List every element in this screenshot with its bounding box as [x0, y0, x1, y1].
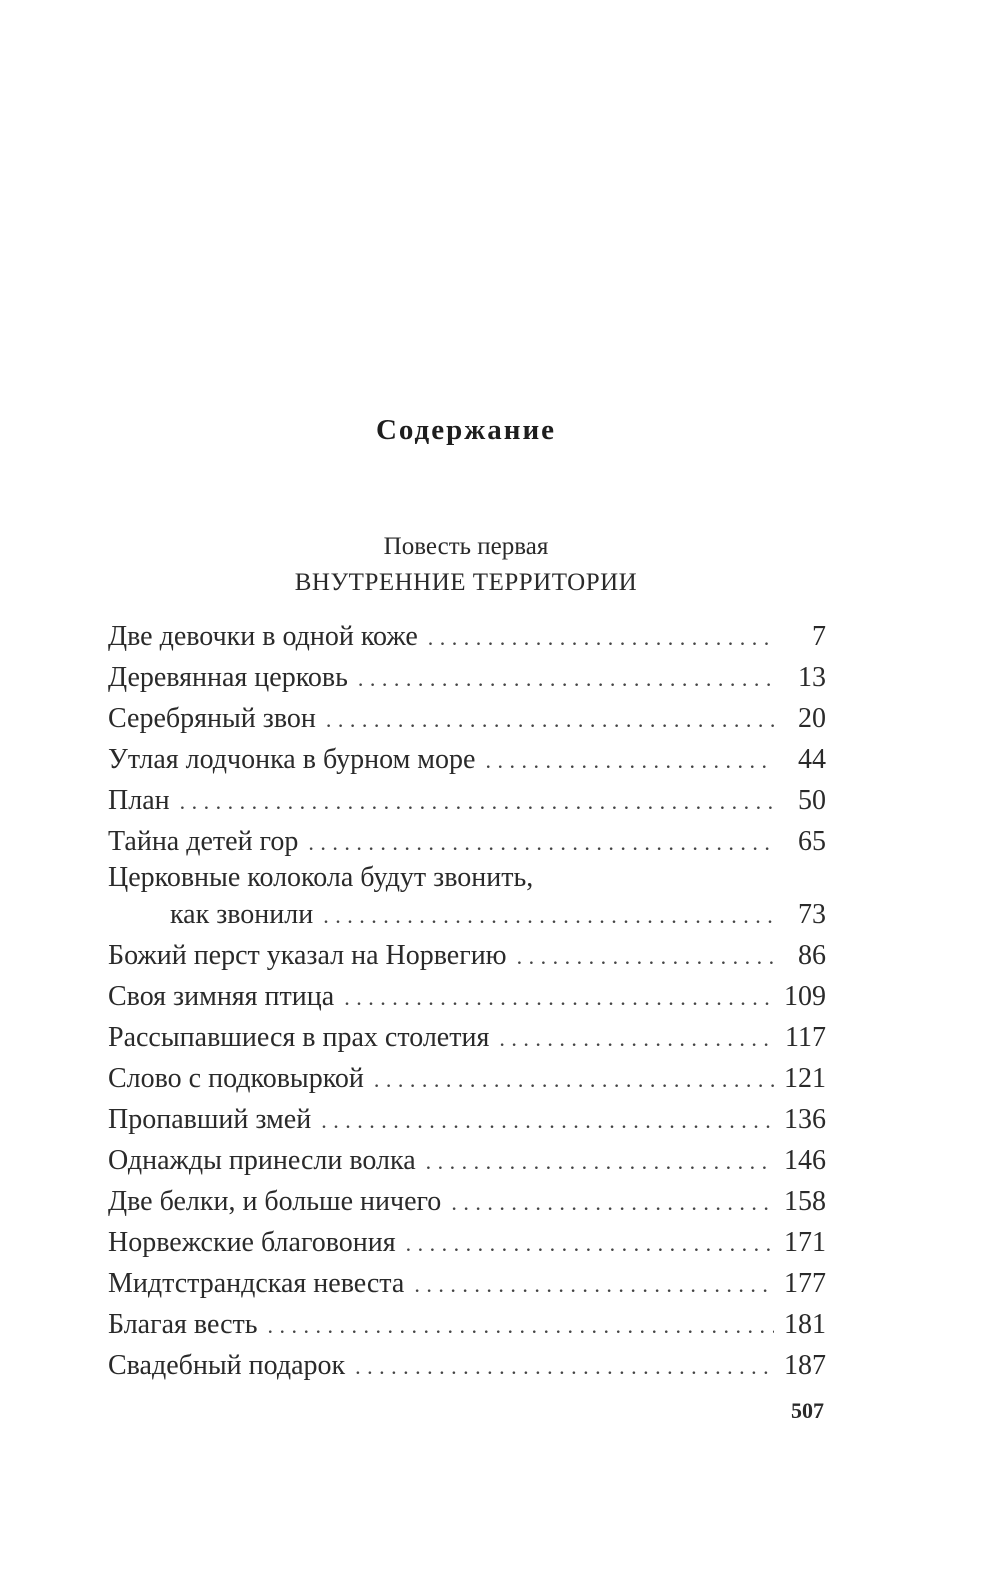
toc-entry[interactable]	[108, 1017, 826, 1058]
dot-leader	[323, 895, 774, 936]
entry-title: План	[108, 785, 170, 816]
entry-title: Серебряный звон	[108, 703, 316, 734]
entry-page: 117	[785, 1022, 826, 1053]
entry-page: 73	[798, 899, 826, 930]
entry-page: 13	[798, 662, 826, 693]
entry-page: 136	[784, 1104, 826, 1135]
entry-page: 158	[784, 1186, 826, 1217]
dot-leader	[355, 1346, 774, 1387]
entry-page: 50	[798, 785, 826, 816]
dot-leader	[344, 977, 774, 1018]
entry-title: Божий перст указал на Норвегию	[108, 940, 507, 971]
toc-entry[interactable]	[108, 821, 826, 862]
entry-page: 44	[798, 744, 826, 775]
part-subtitle: Повесть первая	[383, 533, 549, 560]
toc-entry[interactable]	[108, 1345, 826, 1386]
page-title: Содержание	[375, 414, 557, 446]
entry-title: Тайна детей гор	[108, 826, 299, 857]
toc-entry[interactable]	[108, 739, 826, 780]
toc-entry[interactable]	[108, 976, 826, 1017]
entry-page: 177	[784, 1268, 826, 1299]
toc-entry[interactable]	[108, 1304, 826, 1345]
part-title: ВНУТРЕННИЕ ТЕРРИТОРИИ	[294, 569, 638, 596]
entry-title: Утлая лодчонка в бурном море	[108, 744, 476, 775]
toc-entry[interactable]	[108, 1263, 826, 1304]
toc-entry[interactable]	[108, 1058, 826, 1099]
entry-title: Две девочки в одной коже	[108, 621, 418, 652]
toc-entry[interactable]	[108, 1099, 826, 1140]
entry-title: Две белки, и больше ничего	[108, 1186, 442, 1217]
toc-entry[interactable]	[108, 1140, 826, 1181]
toc-entry[interactable]	[108, 698, 826, 739]
entry-title: Однажды принесли волка	[108, 1145, 416, 1176]
toc-entry[interactable]	[108, 657, 826, 698]
dot-leader	[428, 617, 774, 658]
entry-page: 86	[798, 940, 826, 971]
entry-page: 121	[784, 1063, 826, 1094]
dot-leader	[406, 1223, 774, 1264]
dot-leader	[414, 1264, 774, 1305]
entry-page: 187	[784, 1350, 826, 1381]
toc-entry[interactable]	[108, 935, 826, 976]
table-of-contents	[108, 616, 826, 1386]
dot-leader	[426, 1141, 774, 1182]
entry-title: Слово с подковыркой	[108, 1063, 364, 1094]
entry-title-continuation: как звонили	[170, 899, 314, 930]
dot-leader	[485, 740, 774, 781]
entry-title: Благая весть	[108, 1309, 258, 1340]
entry-title: Рассыпавшиеся в прах столетия	[108, 1022, 490, 1053]
dot-leader	[326, 699, 774, 740]
dot-leader	[321, 1100, 774, 1141]
entry-page: 65	[798, 826, 826, 857]
entry-title: Деревянная церковь	[108, 662, 348, 693]
toc-entry[interactable]	[108, 862, 826, 935]
entry-page: 7	[812, 621, 826, 652]
dot-leader	[499, 1018, 774, 1059]
dot-leader	[308, 822, 774, 863]
entry-title: Пропавший змей	[108, 1104, 312, 1135]
dot-leader	[180, 781, 774, 822]
entry-title: Норвежские благовония	[108, 1227, 396, 1258]
toc-entry[interactable]	[108, 780, 826, 821]
toc-entry[interactable]	[108, 1222, 826, 1263]
dot-leader	[358, 658, 774, 699]
dot-leader	[517, 936, 774, 977]
entry-page: 109	[784, 981, 826, 1012]
entry-title: Своя зимняя птица	[108, 981, 335, 1012]
toc-entry[interactable]	[108, 1181, 826, 1222]
dot-leader	[268, 1305, 774, 1346]
entry-page: 181	[784, 1309, 826, 1340]
dot-leader	[451, 1182, 774, 1223]
entry-page: 20	[798, 703, 826, 734]
page-number: 507	[791, 1398, 824, 1423]
entry-title: Свадебный подарок	[108, 1350, 346, 1381]
dot-leader	[374, 1059, 774, 1100]
entry-title: Церковные колокола будут звонить,	[108, 862, 534, 893]
entry-page: 171	[784, 1227, 826, 1258]
toc-entry[interactable]	[108, 616, 826, 657]
entry-page: 146	[784, 1145, 826, 1176]
entry-title: Мидтстрандская невеста	[108, 1268, 405, 1299]
